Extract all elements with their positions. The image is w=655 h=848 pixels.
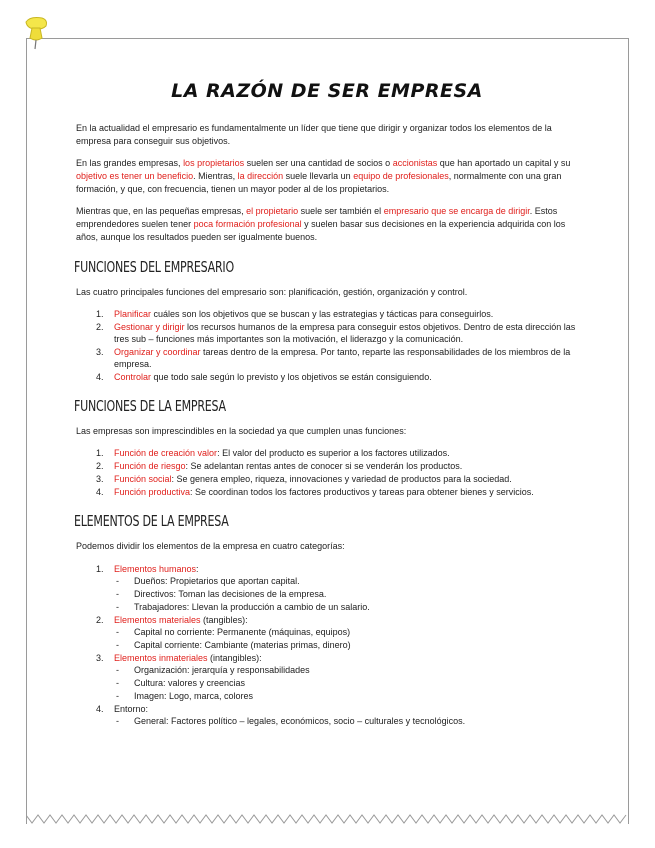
text-run: Entorno:: [114, 704, 149, 714]
page-border-right: [628, 38, 629, 824]
highlighted-text: Organizar y coordinar: [114, 347, 201, 357]
highlighted-text: Elementos materiales: [114, 615, 201, 625]
dash-bullet: -: [116, 716, 119, 726]
sub-list-item: [76, 677, 578, 689]
sub-item-text: Dueños: Propietarios que aportan capital.: [134, 576, 300, 586]
list-number: 1.: [96, 309, 104, 319]
highlighted-text: Controlar: [114, 372, 152, 382]
list-item: [76, 563, 578, 613]
list-item: [76, 486, 578, 498]
sub-item-text: Directivos: Toman las decisiones de la empresa.: [134, 589, 327, 599]
section-intro: Las cuatro principales funciones del empresario son: planificación, gestión, organización y control.: [76, 287, 468, 297]
sub-item-text: Trabajadores: Llevan la producción a cambio de un salario.: [134, 602, 370, 612]
highlighted-text: accionistas: [392, 158, 438, 168]
list-number: 2.: [96, 322, 104, 332]
page-border-left: [26, 38, 27, 824]
text-run: : El valor del producto es superior a los factores utilizados.: [217, 448, 450, 458]
list-item: [76, 308, 578, 320]
sub-list-item: [76, 626, 578, 638]
text-run: (tangibles):: [200, 615, 248, 625]
highlighted-text: Planificar: [114, 309, 152, 319]
sub-item-text: Imagen: Logo, marca, colores: [134, 691, 254, 701]
text-run: suele ser también el: [298, 206, 384, 216]
sub-item-text: Capital no corriente: Permanente (máquinas, equipos): [134, 627, 351, 637]
list-item: [76, 346, 578, 370]
text-run: Mientras que, en las pequeñas empresas,: [76, 206, 247, 216]
text-run: , normalmente con una gran formación, y que, con frecuencia, tienen un mayor poder al de los propietarios.: [76, 171, 562, 194]
text-run: suele llevarla un: [283, 171, 354, 181]
text-run: que han aportado un capital y su: [437, 158, 571, 168]
highlighted-text: Gestionar y dirigir: [114, 322, 185, 332]
sub-item-text: Organización: jerarquía y responsabilidades: [134, 665, 310, 675]
numbered-list: [76, 563, 578, 727]
text-run: :: [196, 564, 199, 574]
sub-list-item: [76, 639, 578, 651]
numbered-list: [76, 447, 578, 498]
list-number: 2.: [96, 615, 104, 625]
dash-bullet: -: [116, 665, 119, 675]
list-item: [76, 473, 578, 485]
dash-bullet: -: [116, 602, 119, 612]
document-body: [76, 80, 578, 728]
section-heading-funciones-empresario: FUNCIONES DEL EMPRESARIO: [74, 258, 234, 276]
list-item: [76, 460, 578, 472]
text-run: : Se coordinan todos los factores productivos y tareas para obtener bienes y servicios.: [190, 487, 534, 497]
list-number: 3.: [96, 474, 104, 484]
sub-list: [76, 626, 578, 651]
text-run: . Estos emprendedores suelen tener: [76, 206, 558, 229]
sub-list: [76, 715, 578, 727]
sub-item-text: Cultura: valores y creencias: [134, 678, 246, 688]
text-run: los recursos humanos de la empresa para conseguir estos objetivos. Dentro de esta dirección las tres sub – funciones más importantes son la motivación, el liderazgo y la comunicación.: [114, 322, 576, 344]
numbered-list: [76, 308, 578, 383]
list-item: [76, 703, 578, 727]
text-run: cuáles son los objetivos que se buscan y las estrategias y tácticas para conseguirlos.: [151, 309, 494, 319]
dash-bullet: -: [116, 627, 119, 637]
highlighted-text: poca formación profesional: [193, 219, 302, 229]
highlighted-text: el propietario: [246, 206, 299, 216]
pushpin-icon: [22, 14, 52, 50]
list-number: 3.: [96, 653, 104, 663]
dash-bullet: -: [116, 576, 119, 586]
page-border-top: [26, 38, 629, 39]
dash-bullet: -: [116, 640, 119, 650]
intro-paragraph-1: En la actualidad el empresario es fundamentalmente un líder que tiene que dirigir y organizar todos los elementos de la empresa para conseguir sus objetivos.: [76, 123, 552, 146]
section-intro: Las empresas son imprescindibles en la sociedad ya que cumplen unas funciones:: [76, 426, 407, 436]
dash-bullet: -: [116, 589, 119, 599]
text-run: En las grandes empresas,: [76, 158, 184, 168]
list-number: 4.: [96, 372, 104, 382]
sub-list-item: [76, 575, 578, 587]
sub-item-text: General: Factores político – legales, económicos, socio – culturales y tecnológicos.: [134, 716, 466, 726]
list-number: 1.: [96, 564, 104, 574]
text-run: (intangibles):: [207, 653, 262, 663]
highlighted-text: Función social: [114, 474, 172, 484]
highlighted-text: Función productiva: [114, 487, 191, 497]
dash-bullet: -: [116, 691, 119, 701]
list-number: 2.: [96, 461, 104, 471]
text-run: : Se adelantan rentas antes de conocer si se venderán los productos.: [185, 461, 463, 471]
page-title: LA RAZÓN DE SER EMPRESA: [171, 80, 483, 102]
list-number: 3.: [96, 347, 104, 357]
highlighted-text: los propietarios: [183, 158, 245, 168]
list-item: [76, 614, 578, 651]
list-item: [76, 447, 578, 459]
torn-edge: [26, 812, 629, 826]
section-heading-elementos-empresa: ELEMENTOS DE LA EMPRESA: [74, 512, 229, 530]
sub-item-text: Capital corriente: Cambiante (materias primas, dinero): [134, 640, 351, 650]
text-run: y suelen basar sus decisiones en la experiencia adquirida con los años, aunque los resultados pueden ser igualmente buenos.: [76, 219, 566, 242]
list-number: 1.: [96, 448, 104, 458]
sub-list-item: [76, 664, 578, 676]
list-item: [76, 371, 578, 383]
sub-list: [76, 575, 578, 613]
section-heading-funciones-empresa: FUNCIONES DE LA EMPRESA: [74, 397, 226, 415]
highlighted-text: Elementos humanos: [114, 564, 197, 574]
highlighted-text: Función de creación valor: [114, 448, 218, 458]
dash-bullet: -: [116, 678, 119, 688]
text-run: : Se genera empleo, riqueza, innovaciones y variedad de productos para la sociedad.: [171, 474, 512, 484]
list-item: [76, 652, 578, 702]
sub-list-item: [76, 588, 578, 600]
list-number: 4.: [96, 487, 104, 497]
intro-paragraph-2: [76, 157, 578, 196]
highlighted-text: equipo de profesionales: [353, 171, 449, 181]
intro-paragraph-3: [76, 205, 578, 244]
highlighted-text: objetivo es tener un beneficio: [76, 171, 194, 181]
list-number: 4.: [96, 704, 104, 714]
sub-list-item: [76, 601, 578, 613]
highlighted-text: la dirección: [237, 171, 284, 181]
text-run: suelen ser una cantidad de socios o: [244, 158, 393, 168]
highlighted-text: empresario que se encarga de dirigir: [383, 206, 530, 216]
sub-list-item: [76, 715, 578, 727]
text-run: tareas dentro de la empresa. Por tanto, reparte las responsabilidades de los miembros de la empresa.: [114, 347, 571, 369]
sub-list-item: [76, 690, 578, 702]
section-intro: Podemos dividir los elementos de la empresa en cuatro categorías:: [76, 541, 345, 551]
highlighted-text: Elementos inmateriales: [114, 653, 208, 663]
text-run: . Mientras,: [193, 171, 238, 181]
sub-list: [76, 664, 578, 702]
text-run: que todo sale según lo previsto y los objetivos se están consiguiendo.: [151, 372, 432, 382]
list-item: [76, 321, 578, 345]
highlighted-text: Función de riesgo: [114, 461, 186, 471]
